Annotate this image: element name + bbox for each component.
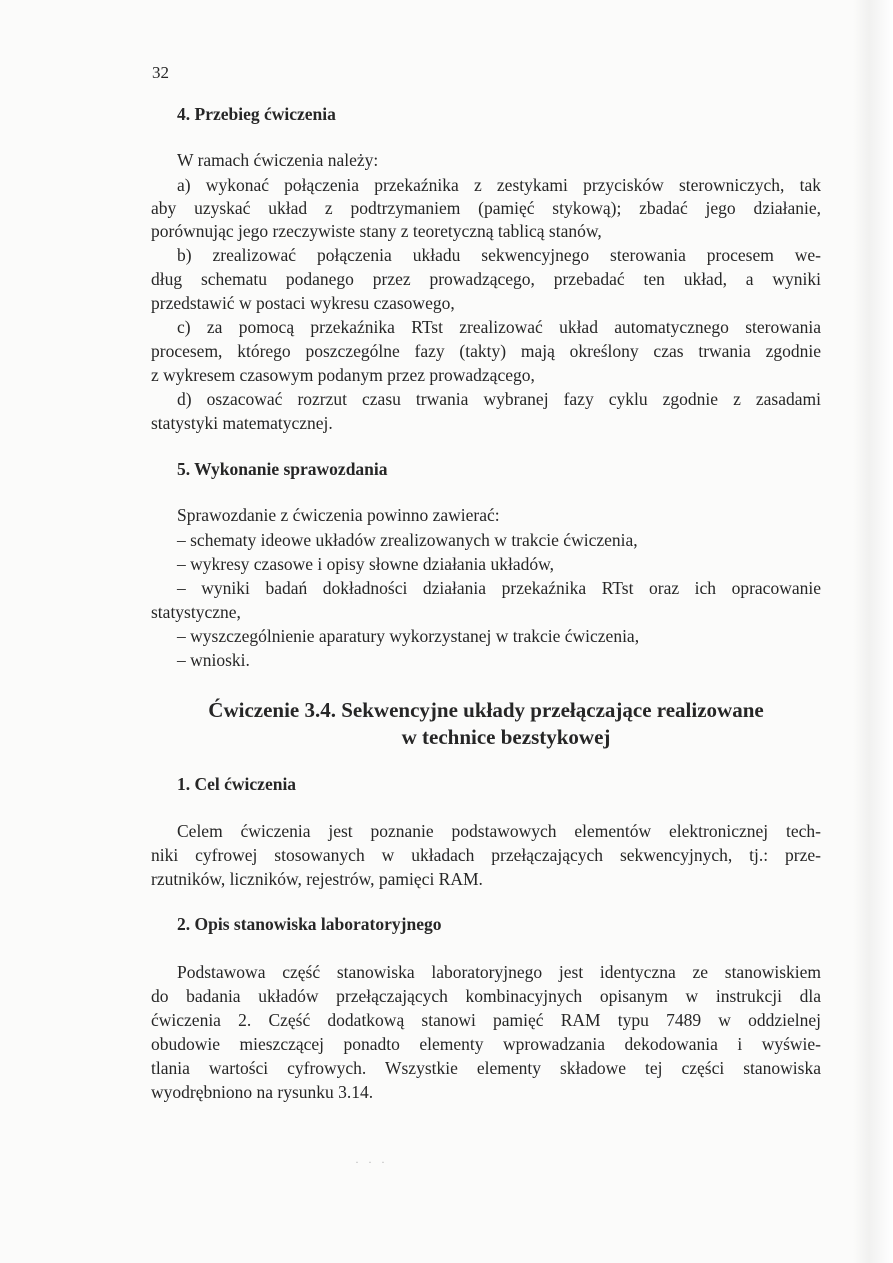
section-4-line: a) wykonać połączenia przekaźnika z zestykami przycisków sterowniczych, tak [177,175,821,195]
section-4-line: procesem, którego poszczególne fazy (takty) mają określony czas trwania zgodnie [151,341,821,361]
subsection-1-heading: 1. Cel ćwiczenia [177,774,297,794]
section-4-line: c) za pomocą przekaźnika RTst zrealizować układ automatycznego sterowania [177,317,821,337]
section-5-list-item: – wnioski. [177,650,250,670]
section-4-intro: W ramach ćwiczenia należy: [177,150,379,170]
section-4-line: dług schematu podanego przez prowadzącego, przebadać ten układ, a wyniki [151,269,821,289]
subsection-2-heading: 2. Opis stanowiska laboratoryjnego [177,914,442,934]
section-5-list-item: statystyczne, [151,602,241,622]
subsection-2-line: obudowie mieszczącej ponadto elementy wprowadzania dekodowania i wyświe- [151,1034,821,1054]
subsection-2-line: tlania wartości cyfrowych. Wszystkie elementy składowe tej części stanowiska [151,1058,821,1078]
section-4-line: przedstawić w postaci wykresu czasowego, [151,293,455,313]
page-edge-shadow [853,0,893,1263]
page-number: 32 [152,63,169,82]
chapter-title-line-1: Ćwiczenie 3.4. Sekwencyjne układy przełączające realizowane [208,698,764,722]
subsection-1-line: Celem ćwiczenia jest poznanie podstawowych elementów elektronicznej tech- [177,821,821,841]
section-5-intro: Sprawozdanie z ćwiczenia powinno zawierać: [177,505,500,525]
section-5-list-item: – wyszczególnienie aparatury wykorzystanej w trakcie ćwiczenia, [177,626,640,646]
section-5-list-item: – schematy ideowe układów zrealizowanych w trakcie ćwiczenia, [177,530,638,550]
subsection-2-line: wyodrębniono na rysunku 3.14. [151,1082,374,1102]
subsection-1-line: niki cyfrowej stosowanych w układach przełączających sekwencyjnych, tj.: prze- [151,845,821,865]
section-4-line: z wykresem czasowym podanym przez prowadzącego, [151,365,535,385]
section-4-line: b) zrealizować połączenia układu sekwencyjnego sterowania procesem we- [177,245,821,265]
chapter-title-line-2: w technice bezstykowej [401,725,611,749]
subsection-2-line: do badania układów przełączających kombinacyjnych opisanym w instrukcji dla [151,986,821,1006]
section-5-list-item: – wyniki badań dokładności działania przekaźnika RTst oraz ich opracowanie [177,578,821,598]
section-4-line: d) oszacować rozrzut czasu trwania wybranej fazy cyklu zgodnie z zasadami [177,389,821,409]
subsection-2-line: Podstawowa część stanowiska laboratoryjnego jest identyczna ze stanowiskiem [177,962,821,982]
section-4-heading: 4. Przebieg ćwiczenia [177,104,336,124]
section-5-heading: 5. Wykonanie sprawozdania [177,459,388,479]
section-4-line: aby uzyskać układ z podtrzymaniem (pamięć stykową); zbadać jego działanie, [151,198,821,218]
subsection-1-line: rzutników, liczników, rejestrów, pamięci RAM. [151,869,483,889]
section-4-line: statystyki matematycznej. [151,413,333,433]
scan-smudge: · · · [355,1155,388,1169]
subsection-2-line: ćwiczenia 2. Część dodatkową stanowi pamięć RAM typu 7489 w oddzielnej [151,1010,821,1030]
section-5-list-item: – wykresy czasowe i opisy słowne działania układów, [177,554,554,574]
section-4-line: porównując jego rzeczywiste stany z teoretyczną tablicą stanów, [151,221,602,241]
